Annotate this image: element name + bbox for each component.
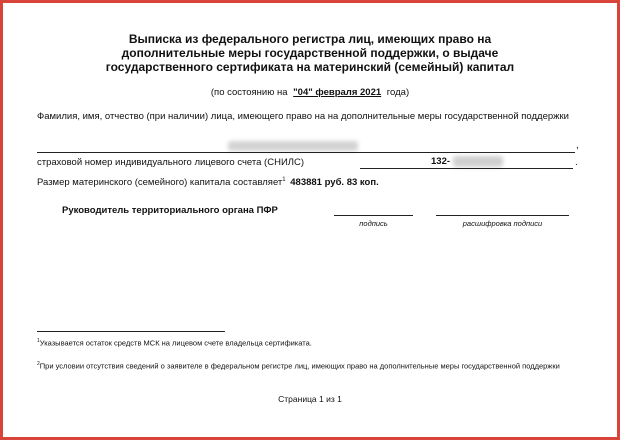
snils-value: 132- <box>431 156 451 167</box>
document-title <box>60 32 560 74</box>
snils-label: страховой номер индивидуального лицевого счета (СНИЛС) <box>37 157 305 168</box>
title-line-2: дополнительные меры государственной поддержки, о выдаче <box>121 46 499 60</box>
signature-decode-caption: расшифровка подписи <box>462 219 543 228</box>
footnote-2-text: При условии отсутствия сведений о заявителе в федеральном регистре лиц, имеющих право на дополнительные меры государственной поддержки <box>39 361 560 371</box>
redacted-name <box>228 141 358 151</box>
signature-line <box>334 215 413 216</box>
snils-underline <box>360 168 573 169</box>
redacted-snils <box>453 156 503 167</box>
footnote-1-marker: 1 <box>37 338 40 344</box>
footnote-2 <box>37 358 597 373</box>
signature-decode-line <box>436 215 569 216</box>
fio-comma: , <box>576 140 579 151</box>
footnote-1 <box>37 338 312 348</box>
amount-label: Размер материнского (семейного) капитала составляет <box>37 177 283 189</box>
amount-footnote-marker: 1 <box>282 177 286 183</box>
as-of-date: "04" февраля 2021 <box>293 87 382 98</box>
snils-dot: . <box>575 157 578 168</box>
fio-label: Фамилия, имя, отчество (при наличии) лица, имеющего право на на дополнительные меры государственной поддержки <box>37 111 569 122</box>
footnote-2-marker: 2 <box>37 361 40 367</box>
amount-value: 483881 руб. 83 коп. <box>290 177 379 189</box>
footnote-1-text: Указывается остаток средств МСК на лицевом счете владельца сертификата. <box>39 338 312 348</box>
fio-underline <box>37 152 575 153</box>
page-number: Страница 1 из 1 <box>278 394 342 404</box>
signature-caption: подпись <box>359 219 388 228</box>
footnote-separator <box>37 331 225 332</box>
title-line-3: государственного сертификата на материнский (семейный) капитал <box>105 60 515 74</box>
capital-amount-line <box>37 177 379 188</box>
as-of-suffix: года) <box>386 87 410 98</box>
as-of-date-line <box>150 87 470 98</box>
head-of-office-label: Руководитель территориального органа ПФР <box>62 205 278 216</box>
as-of-prefix: (по состоянию на <box>210 87 288 98</box>
title-line-1: Выписка из федерального регистра лиц, имеющих право на <box>128 32 492 46</box>
